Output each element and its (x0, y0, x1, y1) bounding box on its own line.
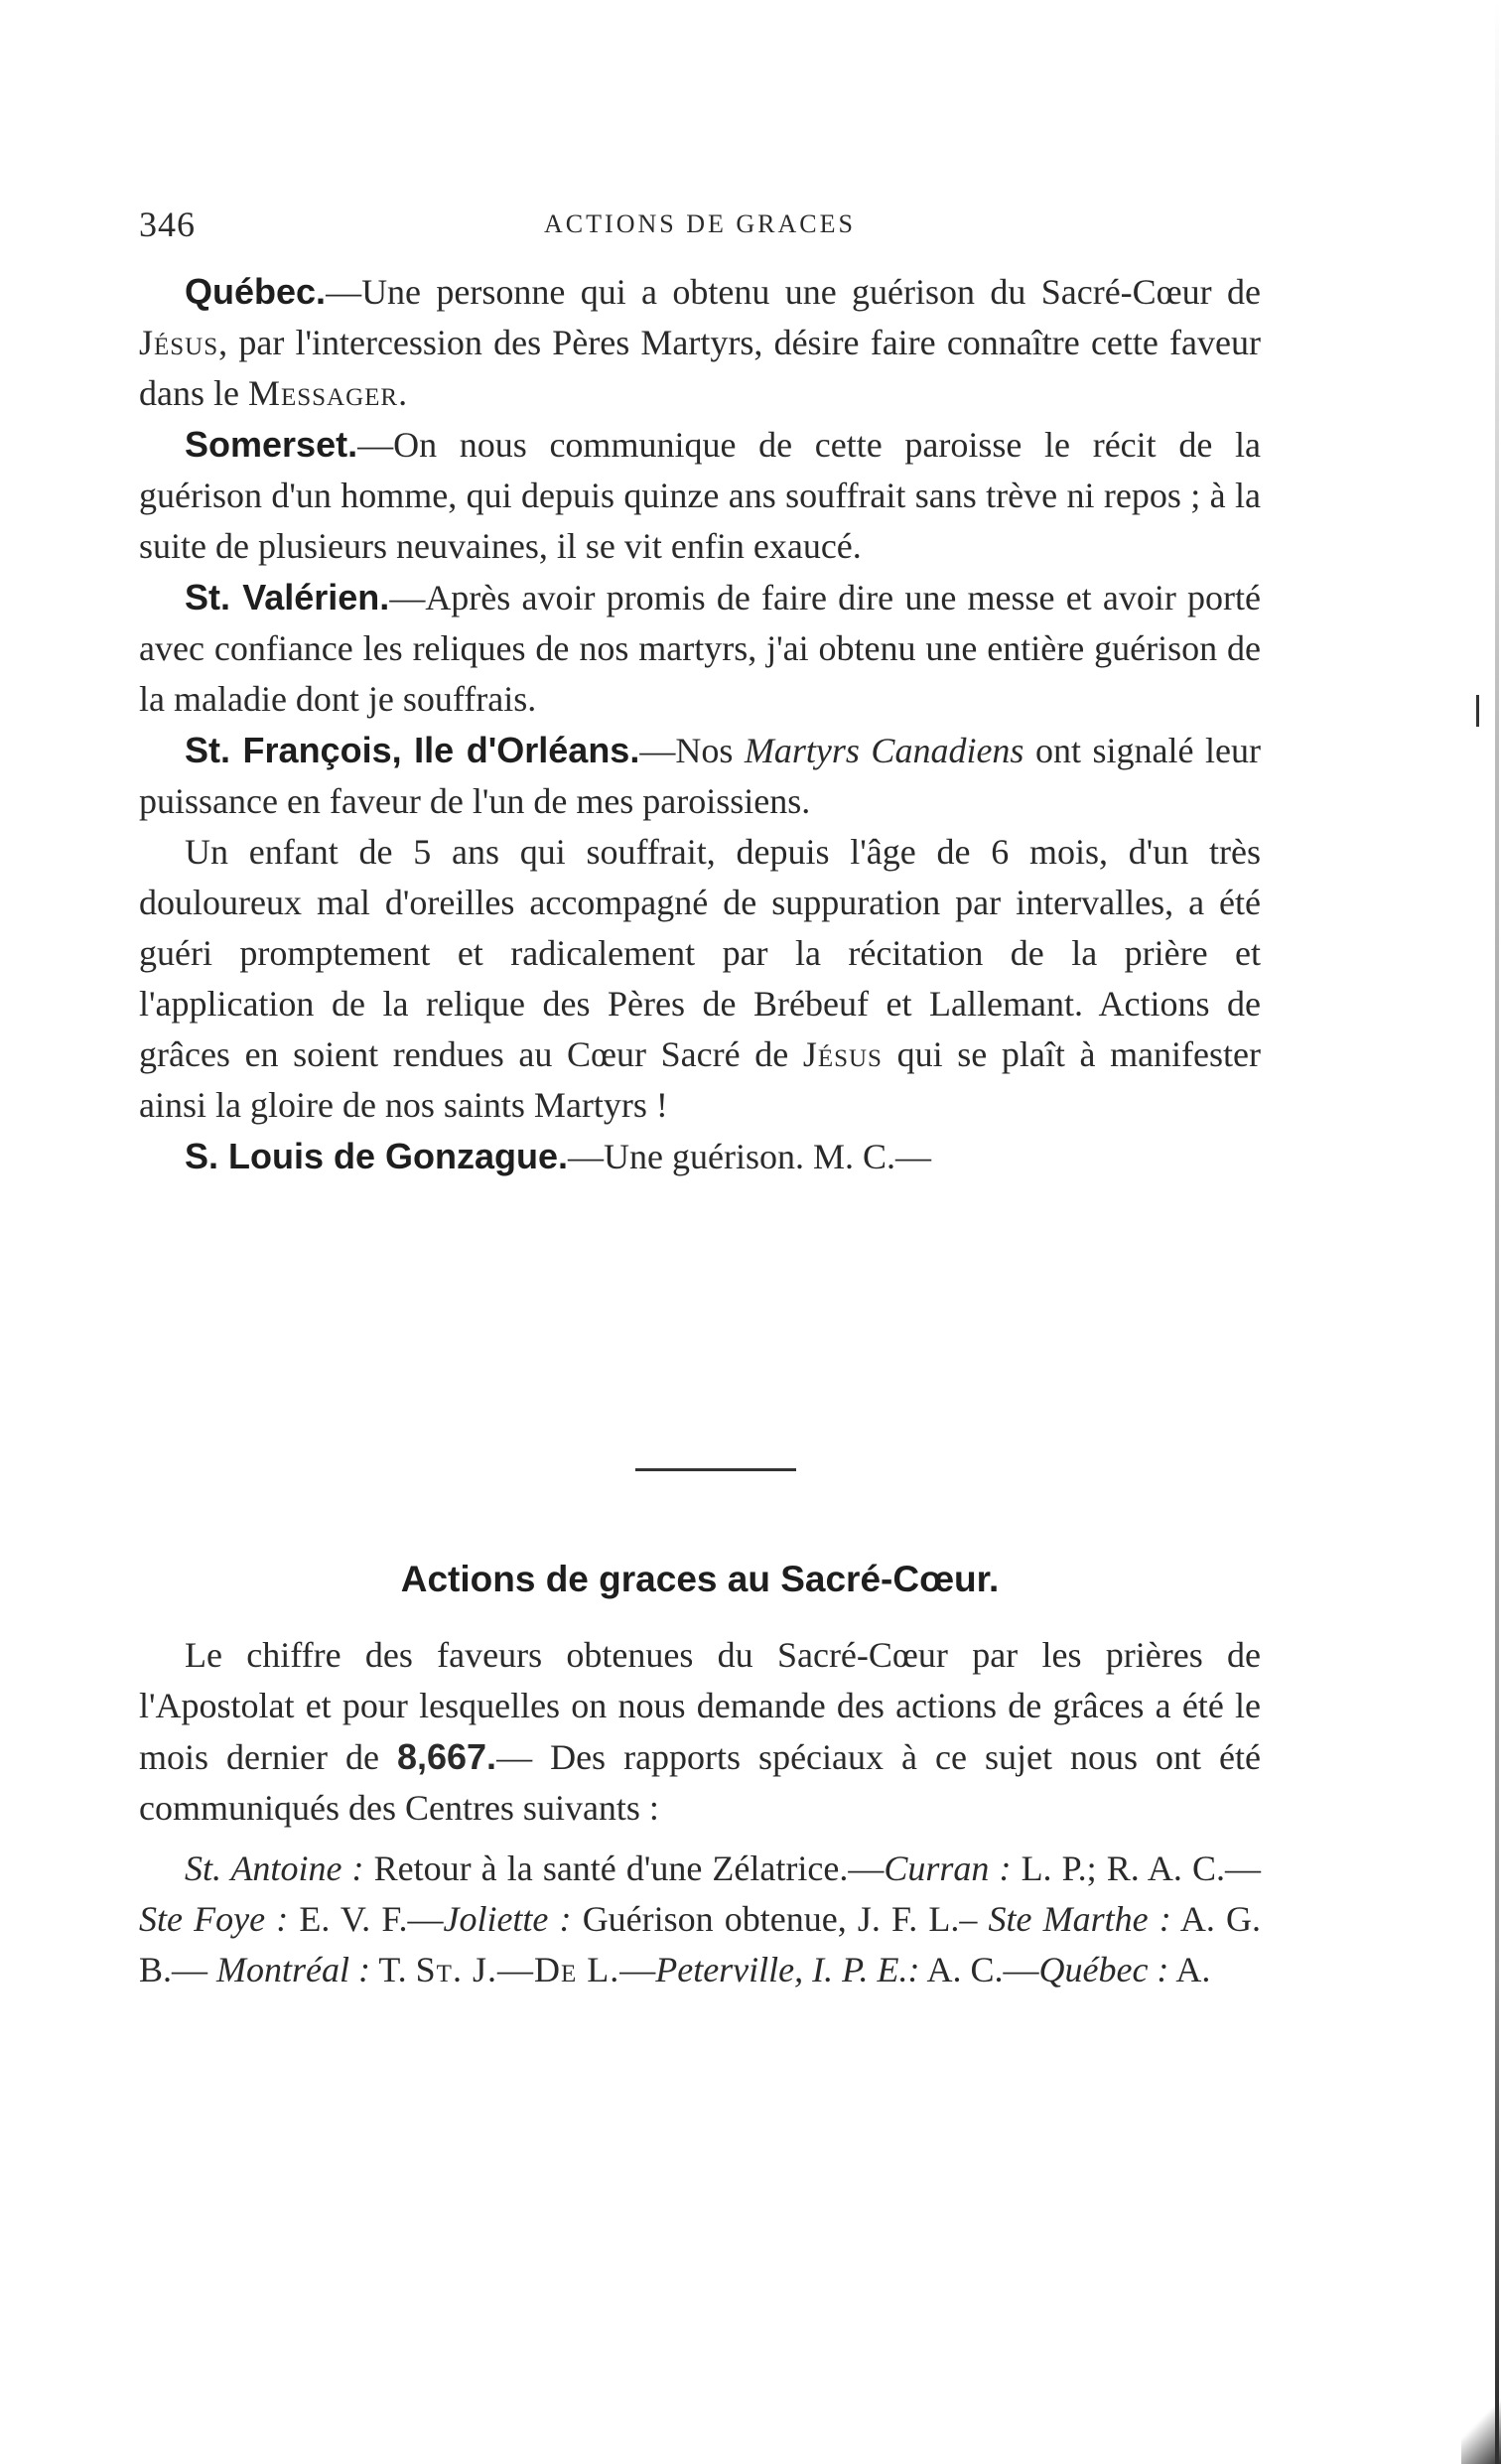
centre-text: L. P.; R. A. C.— (1011, 1848, 1261, 1888)
section-title: Actions de graces au Sacré-Cœur. (400, 1559, 1000, 1599)
place-name: St. Valérien. (185, 577, 390, 617)
centres-list (139, 1844, 1261, 1995)
place-name: S. Louis de Gonzague. (185, 1136, 569, 1176)
scan-corner-shadow (1461, 2395, 1501, 2464)
entry-st-francois (139, 725, 1261, 827)
section-divider (635, 1468, 796, 1471)
journal-title: Martyrs Canadiens (744, 731, 1024, 770)
centre-name: Peterville, I. P. E.: (655, 1950, 920, 1989)
entries-column (139, 266, 1261, 1182)
centre-name: Ste Foye : (139, 1899, 289, 1939)
entry-text: —Une personne qui a obtenu une guérison du Sacré-Cœur de (326, 272, 1261, 312)
entry-text: —Après avoir promis de faire dire une messe et avoir porté avec confiance les reliques de nos martyrs, j'ai obtenu une entière guérison de la maladie dont je souffrais. (139, 578, 1262, 719)
place-name: Somerset. (185, 424, 358, 465)
entry-text: —Nos (639, 731, 745, 770)
centre-text: A. G. B.— (139, 1899, 1261, 1989)
centre-text: — (619, 1950, 656, 1989)
entry-text: —On nous communique de cette paroisse le récit de la guérison d'un homme, qui depuis quinze ans souffrait sans trève ni repos ; à la suite de plusieurs neuvaines, il se vit enfin exaucé. (139, 425, 1261, 566)
entry-text: Un enfant de 5 ans qui souffrait, depuis l'âge de 6 mois, d'un très douloureux mal d'oreilles accompagné de suppuration par intervalles, a été guéri promptement et radicalement par la récitation de la prière et l'application de la relique des Pères de Brébeuf et Lallemant. Actions de grâces en soient rendues au Cœur Sacré de (139, 832, 1261, 1074)
centre-text: E. V. F.— (288, 1899, 444, 1939)
scan-edge-mark (1476, 695, 1479, 727)
centre-name: Joliette : (443, 1899, 572, 1939)
section-body (139, 1630, 1261, 1995)
small-caps-jesus: Jésus (139, 323, 219, 362)
favour-count: 8,667. (396, 1736, 497, 1777)
place-name: St. François, Ile d'Orléans. (185, 730, 640, 770)
page-number: 346 (139, 205, 196, 244)
place-name: Québec. (185, 271, 327, 312)
entry-text: —Une guérison. M. C.— (568, 1137, 932, 1176)
centre-name: Ste Marthe : (988, 1899, 1171, 1939)
running-title: ACTIONS DE GRACES (544, 209, 856, 238)
centre-name: Québec : (1038, 1950, 1169, 1989)
centre-text-small-caps: St. J.—De L. (415, 1950, 620, 1989)
entry-text: , par l'intercession des Pères Martyrs, désire faire connaître cette faveur dans le (139, 323, 1261, 413)
intro-text: Le chiffre des faveurs obtenues du Sacré-Cœur par les prières de l'Apostolat et pour lesquelles on nous demande des actions de grâces a été le mois dernier de (139, 1635, 1261, 1777)
section-intro (139, 1630, 1261, 1834)
small-caps-messager: Messager (247, 373, 399, 413)
entry-somerset (139, 419, 1261, 572)
centre-text: A. (1168, 1950, 1211, 1989)
entry-text: . (398, 373, 408, 413)
centre-text: T. (369, 1950, 416, 1989)
entry-st-valerien (139, 572, 1261, 725)
running-head (139, 204, 1261, 263)
centre-text: A. C.— (919, 1950, 1039, 1989)
entry-text: qui se plaît à manifester ainsi la gloire de nos saints Martyrs ! (139, 1034, 1261, 1125)
centre-text: Retour à la santé d'une Zélatrice.— (363, 1848, 885, 1888)
entry-gonzague (139, 1131, 1261, 1182)
entry-enfant (139, 827, 1261, 1131)
centre-text: Guérison obtenue, J. F. L.– (571, 1899, 989, 1939)
entry-quebec (139, 266, 1261, 419)
centre-name: St. Antoine : (185, 1848, 364, 1888)
centre-name: Montréal : (216, 1950, 370, 1989)
small-caps-jesus: Jésus (802, 1034, 883, 1074)
scan-page-edge (1495, 0, 1499, 2464)
intro-text: — Des rapports spéciaux à ce sujet nous ont été communiqués des Centres suivants : (139, 1737, 1261, 1828)
centre-name: Curran : (884, 1848, 1012, 1888)
entry-text: ont signalé leur puissance en faveur de l'un de mes paroissiens. (139, 731, 1262, 821)
